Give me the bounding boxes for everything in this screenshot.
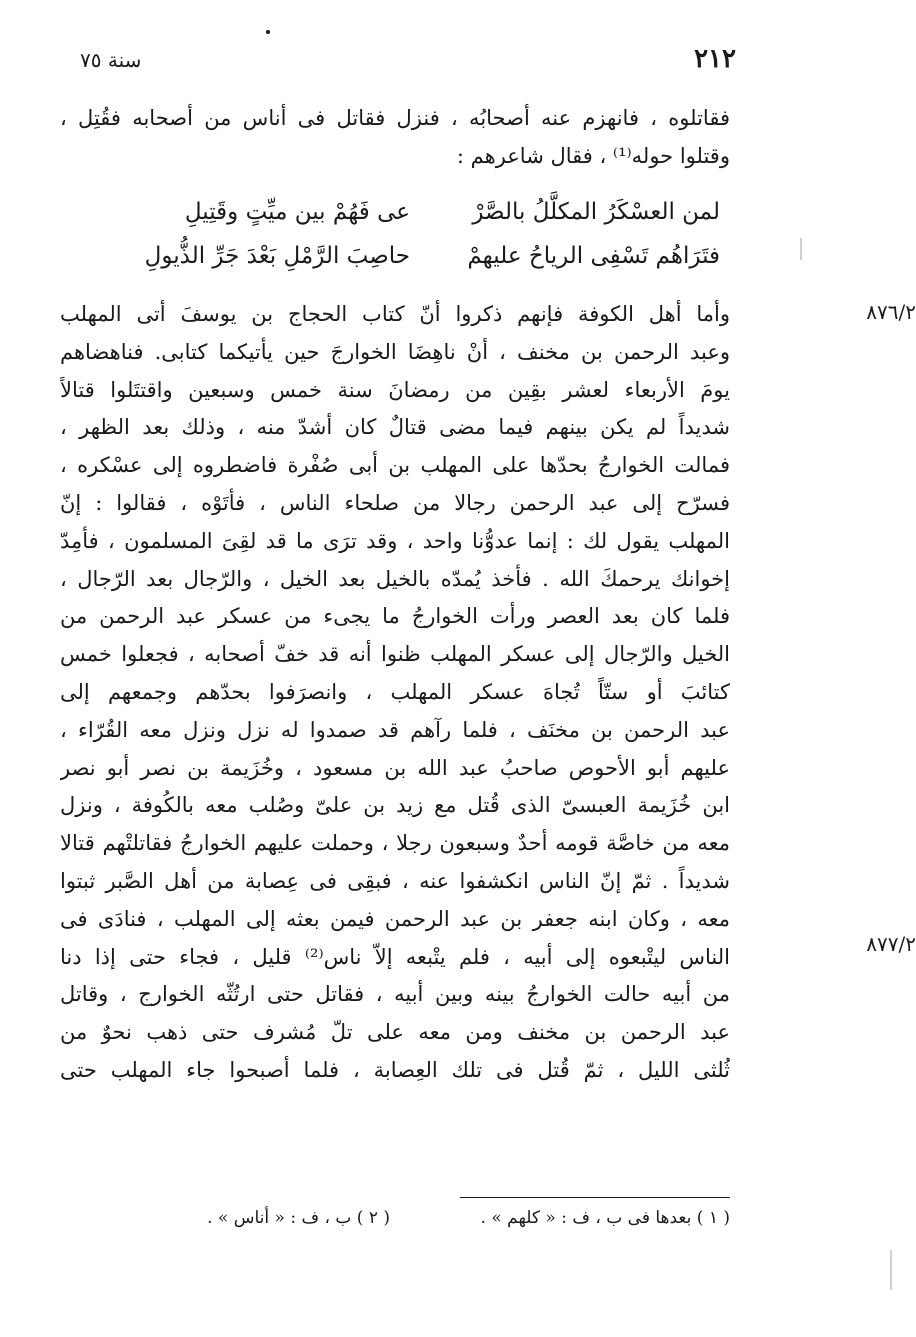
margin-reference: ٨٧٦/٢ bbox=[866, 300, 916, 324]
text-line: وأما أهل الكوفة فإنهم ذكروا أنّ كتاب الحجاج بن يوسفَ أتى المهلب bbox=[60, 302, 730, 326]
text-line: عبد الرحمن بن مخنَف ، فلما رآهم قد صمدوا له نزل ونزل معه القُرّاء ، bbox=[60, 717, 730, 742]
text-line: ابن خُزَيمة العبسىّ الذى قُتل مع زيد بن علىّ وصُلب معه بالكُوفة ، ونزل bbox=[60, 793, 730, 818]
text-line: فمالت الخوارجُ بحدّها على المهلب بن أبى صُفْرة فاضطروه إلى عسْكره ، bbox=[60, 453, 730, 478]
verse-second-hemistich: عى فَهُمْ بين ميِّتٍ وقَتِيلِ bbox=[184, 199, 410, 225]
page-number: ٢١٢ bbox=[694, 44, 736, 74]
text-line: شديداً لم يكن بينهم فيما مضى قتالٌ كان أشدّ منه ، وذلك بعد الظهر ، bbox=[60, 415, 730, 440]
text-line: وعبد الرحمن بن مخنف ، أنْ ناهِضَا الخوارجَ حين يأتيكما كتابى. فناهضاهم bbox=[60, 339, 730, 364]
text-line: يومَ الأربعاء لعشر بقِين من رمضانَ سنة خمس وسبعين واقتتَلوا قتالاً bbox=[60, 377, 730, 402]
scan-edge-mark bbox=[800, 238, 802, 260]
footnote-1: ( ١ ) بعدها فى ب ، ف : « كلهم » . bbox=[480, 1208, 730, 1228]
scan-edge-mark bbox=[890, 1250, 892, 1290]
text-line: فسرّح إلى عبد الرحمن رجالا من صلحاء الناس ، فأتَوْه ، فقالوا : إنّ bbox=[60, 490, 730, 515]
margin-reference: ٨٧٧/٢ bbox=[866, 932, 916, 956]
footnote-divider bbox=[460, 1197, 730, 1198]
text-line: ثُلثى الليل ، ثمّ قُتل فى تلك العِصابة ، فلما أصبحوا جاء المهلب حتى bbox=[60, 1057, 730, 1082]
verse-first-hemistich: لمن العسْكَرُ المكلَّلُ بالصَّرْ bbox=[472, 199, 720, 225]
verse-first-hemistich: فتَرَاهُم تَسْفِى الرياحُ عليهمْ bbox=[467, 243, 720, 269]
text-line: شديداً . ثمّ إنّ الناس انكشفوا عنه ، فبقِى فى عِصابة من أهل الصَّبر ثبتوا bbox=[60, 868, 730, 893]
text-line: إخوانك يرحمكَ الله . فأخذ يُمدّه بالخيل بعد الخيل ، والرّجال بعد الرّجال ، bbox=[60, 566, 730, 591]
text-line: من أبيه حالت الخوارجُ بينه وبين أبيه ، فقاتل حتى ارتُثّه الخوارج ، وقاتل bbox=[60, 982, 730, 1007]
text-line: فلما كان بعد العصر ورأت الخوارجُ ما يجىء من عسكر عبد الرحمن من bbox=[60, 604, 730, 629]
running-head-year: سنة ٧٥ bbox=[80, 48, 142, 72]
text-line: عليهم أبو الأحوص صاحبُ عبد الله بن مسعود ، وخُزَيمة بن نصر أبو نصر bbox=[60, 755, 730, 780]
text-line: كتائبَ أو ستّاً تُجاهَ عسكر المهلب ، وانصرَفوا بحدّهم وجمعهم إلى bbox=[60, 679, 730, 704]
text-line: الناس ليتْبعوه إلى أبيه ، فلم يتْبعه إلاّ ناس⁽²⁾ قليل ، فجاء حتى إذا دنا bbox=[60, 944, 730, 969]
text-block-opening bbox=[60, 100, 730, 176]
text-block-main bbox=[60, 296, 730, 1090]
footnote-2: ( ٢ ) ب ، ف : « أناس » . bbox=[207, 1208, 390, 1228]
text-line: وقتلوا حوله⁽¹⁾ ، فقال شاعرهم : bbox=[456, 143, 730, 168]
print-dot bbox=[266, 30, 270, 34]
text-line: المهلب يقول لك : إنما عدوُّنا واحد ، وقد ترَى ما قد لقِىَ المسلمون ، فأمِدّ bbox=[60, 528, 730, 553]
text-line: الخيل والرّجال إلى عسكر المهلب ظنوا أنه قد خفّ أصحابه ، فجعلوا خمس bbox=[60, 642, 730, 667]
verse-second-hemistich: حاصِبَ الرَّمْلِ بَعْدَ جَرِّ الذُّيولِ bbox=[144, 243, 410, 269]
text-line: معه من خاصَّة قومه أحدٌ وسبعون رجلا ، وحملت عليهم الخوارجُ فقاتلتْهم قتالا bbox=[60, 831, 730, 856]
page-header bbox=[60, 44, 736, 84]
text-line: فقاتلوه ، فانهزم عنه أصحابُه ، فنزل فقاتل فى أناس من أصحابه فقُتِل ، bbox=[60, 106, 730, 130]
text-line: عبد الرحمن بن مخنف ومن معه على تلّ مُشرف حتى ذهب نحوٌ من bbox=[60, 1020, 730, 1045]
text-line: معه ، وكان ابنه جعفر بن عبد الرحمن فيمن بعثه إلى المهلب ، فنادَى فى bbox=[60, 906, 730, 931]
